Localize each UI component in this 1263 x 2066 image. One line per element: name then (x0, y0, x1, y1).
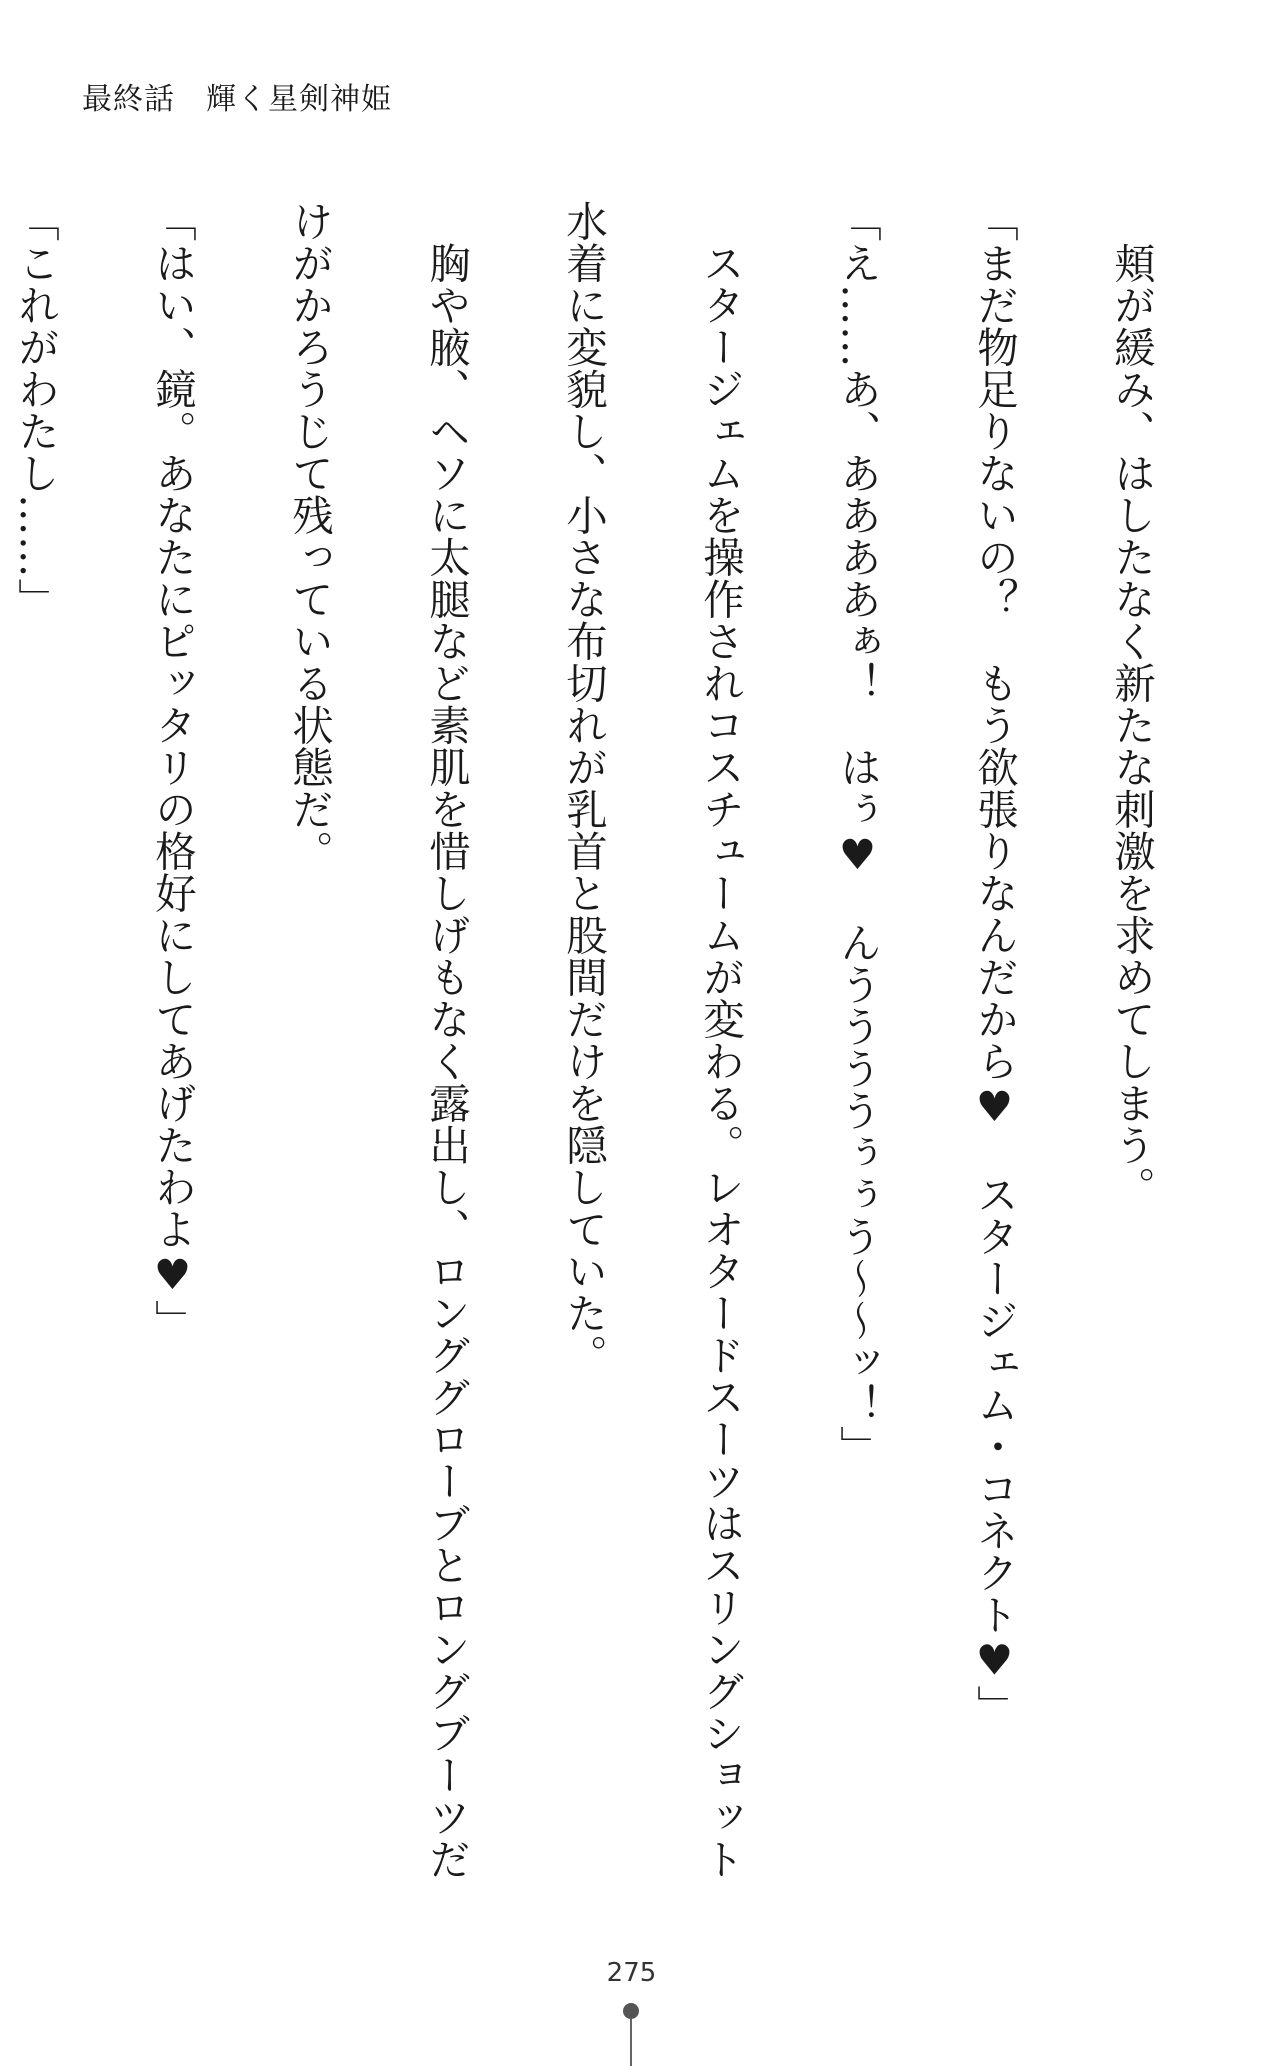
page-marker-dot (623, 2003, 639, 2019)
page-number: 275 (606, 1958, 657, 1988)
novel-body-text (11, 200, 1200, 1880)
paragraph: 頬が緩み、はしたなく新たな刺激を求めてしまう。 (1107, 241, 1156, 1208)
paragraph: スタージェムを操作されコスチュームが変わる。レオタードスーツはスリングショット水着に変貌し、小さな布切れが乳首と股間だけを隠していた。 (559, 200, 745, 1880)
dialogue-line: 「え……あ、ああああぁ！ はぅ♥ んううううぅぅう〜〜ッ！」 (833, 200, 882, 1468)
paragraph: 胸や腋、ヘソに太腿など素肌を惜しげもなく露出し、ロンググローブとロングブーツだけがかろうじて残っている状態だ。 (285, 200, 471, 1880)
dialogue-line: 「はい、鏡。あなたにピッタリの格好にしてあげたわよ♥」 (148, 200, 197, 1342)
dialogue-line: 「これがわたし……」 (11, 200, 60, 620)
dialogue-line: 「まだ物足りないの？ もう欲張りなんだから♥ スタージェム・コネクト♥」 (970, 200, 1019, 1727)
running-head-title: 最終話 輝く星剣神姫 (82, 82, 392, 117)
page-marker-line (630, 2019, 632, 2066)
